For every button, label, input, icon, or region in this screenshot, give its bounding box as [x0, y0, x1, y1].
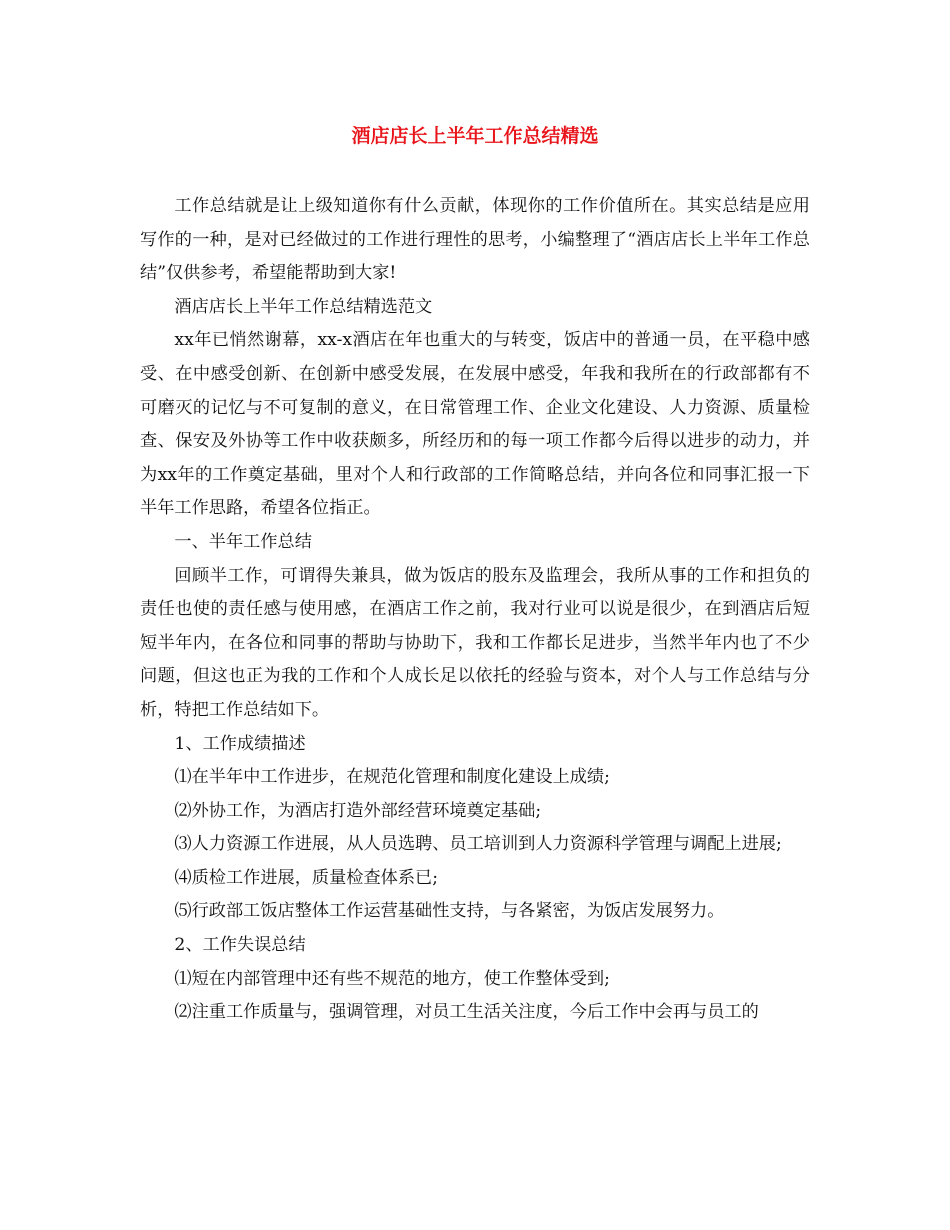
document-body — [140, 190, 810, 1030]
section-heading: 一、半年工作总结 — [174, 531, 312, 552]
list-item: ⑴在半年中工作进步，在规范化管理和制度化建设上成绩; — [174, 767, 610, 788]
list-item: ⑵注重工作质量与，强调管理，对员工生活关注度，今后工作中会再与员工的 — [174, 1002, 759, 1023]
list-item: ⑷质检工作进展，质量检查体系已; — [174, 867, 438, 888]
body-paragraph: 回顾半工作，可谓得失兼具，做为饭店的股东及监理会，我所从事的工作和担负的责任也使的责任感与使用感，在酒店工作之前，我对行业可以说是很少，在到酒店后短短半年内，在各位和同事的帮助与协助下，我和工作都长足进步，当然半年内也了不少问题，但这也正为我的工作和个人成长足以依托的经验与资本，对个人与工作总结与分析，特把工作总结如下。 — [140, 565, 810, 720]
intro-paragraph: 工作总结就是让上级知道你有什么贡献，体现你的工作价值所在。其实总结是应用写作的一种，是对已经做过的工作进行理性的思考，小编整理了“酒店店长上半年工作总结”仅供参考，希望能帮助到大家! — [140, 196, 810, 284]
body-paragraph: xx年已悄然谢幕，xx-x酒店在年也重大的与转变，饭店中的普通一员，在平稳中感受、在中感受创新、在创新中感受发展，在发展中感受，年我和我所在的行政部都有不可磨灭的记忆与不可复制的意义，在日常管理工作、企业文化建设、人力资源、质量检查、保安及外协等工作中收获颇多，所经历和的每一项工作都今后得以进步的动力，并为xx年的工作奠定基础，里对个人和行政部的工作简略总结，并向各位和同事汇报一下半年工作思路，希望各位指正。 — [140, 330, 810, 519]
list-item: ⑶人力资源工作进展，从人员选聘、员工培训到人力资源科学管理与调配上进展; — [174, 834, 782, 855]
page-title: 酒店店长上半年工作总结精选 — [351, 125, 599, 147]
list-item: ⑸行政部工饭店整体工作运营基础性支持，与各紧密，为饭店发展努力。 — [174, 901, 725, 922]
subtitle-paragraph: 酒店店长上半年工作总结精选范文 — [174, 296, 433, 317]
list-item: ⑴短在内部管理中还有些不规范的地方，使工作整体受到; — [174, 968, 610, 989]
subsection-heading: 2、工作失误总结 — [174, 935, 306, 956]
list-item: ⑵外协工作，为酒店打造外部经营环境奠定基础; — [174, 800, 542, 821]
subsection-heading: 1、工作成绩描述 — [174, 733, 306, 754]
